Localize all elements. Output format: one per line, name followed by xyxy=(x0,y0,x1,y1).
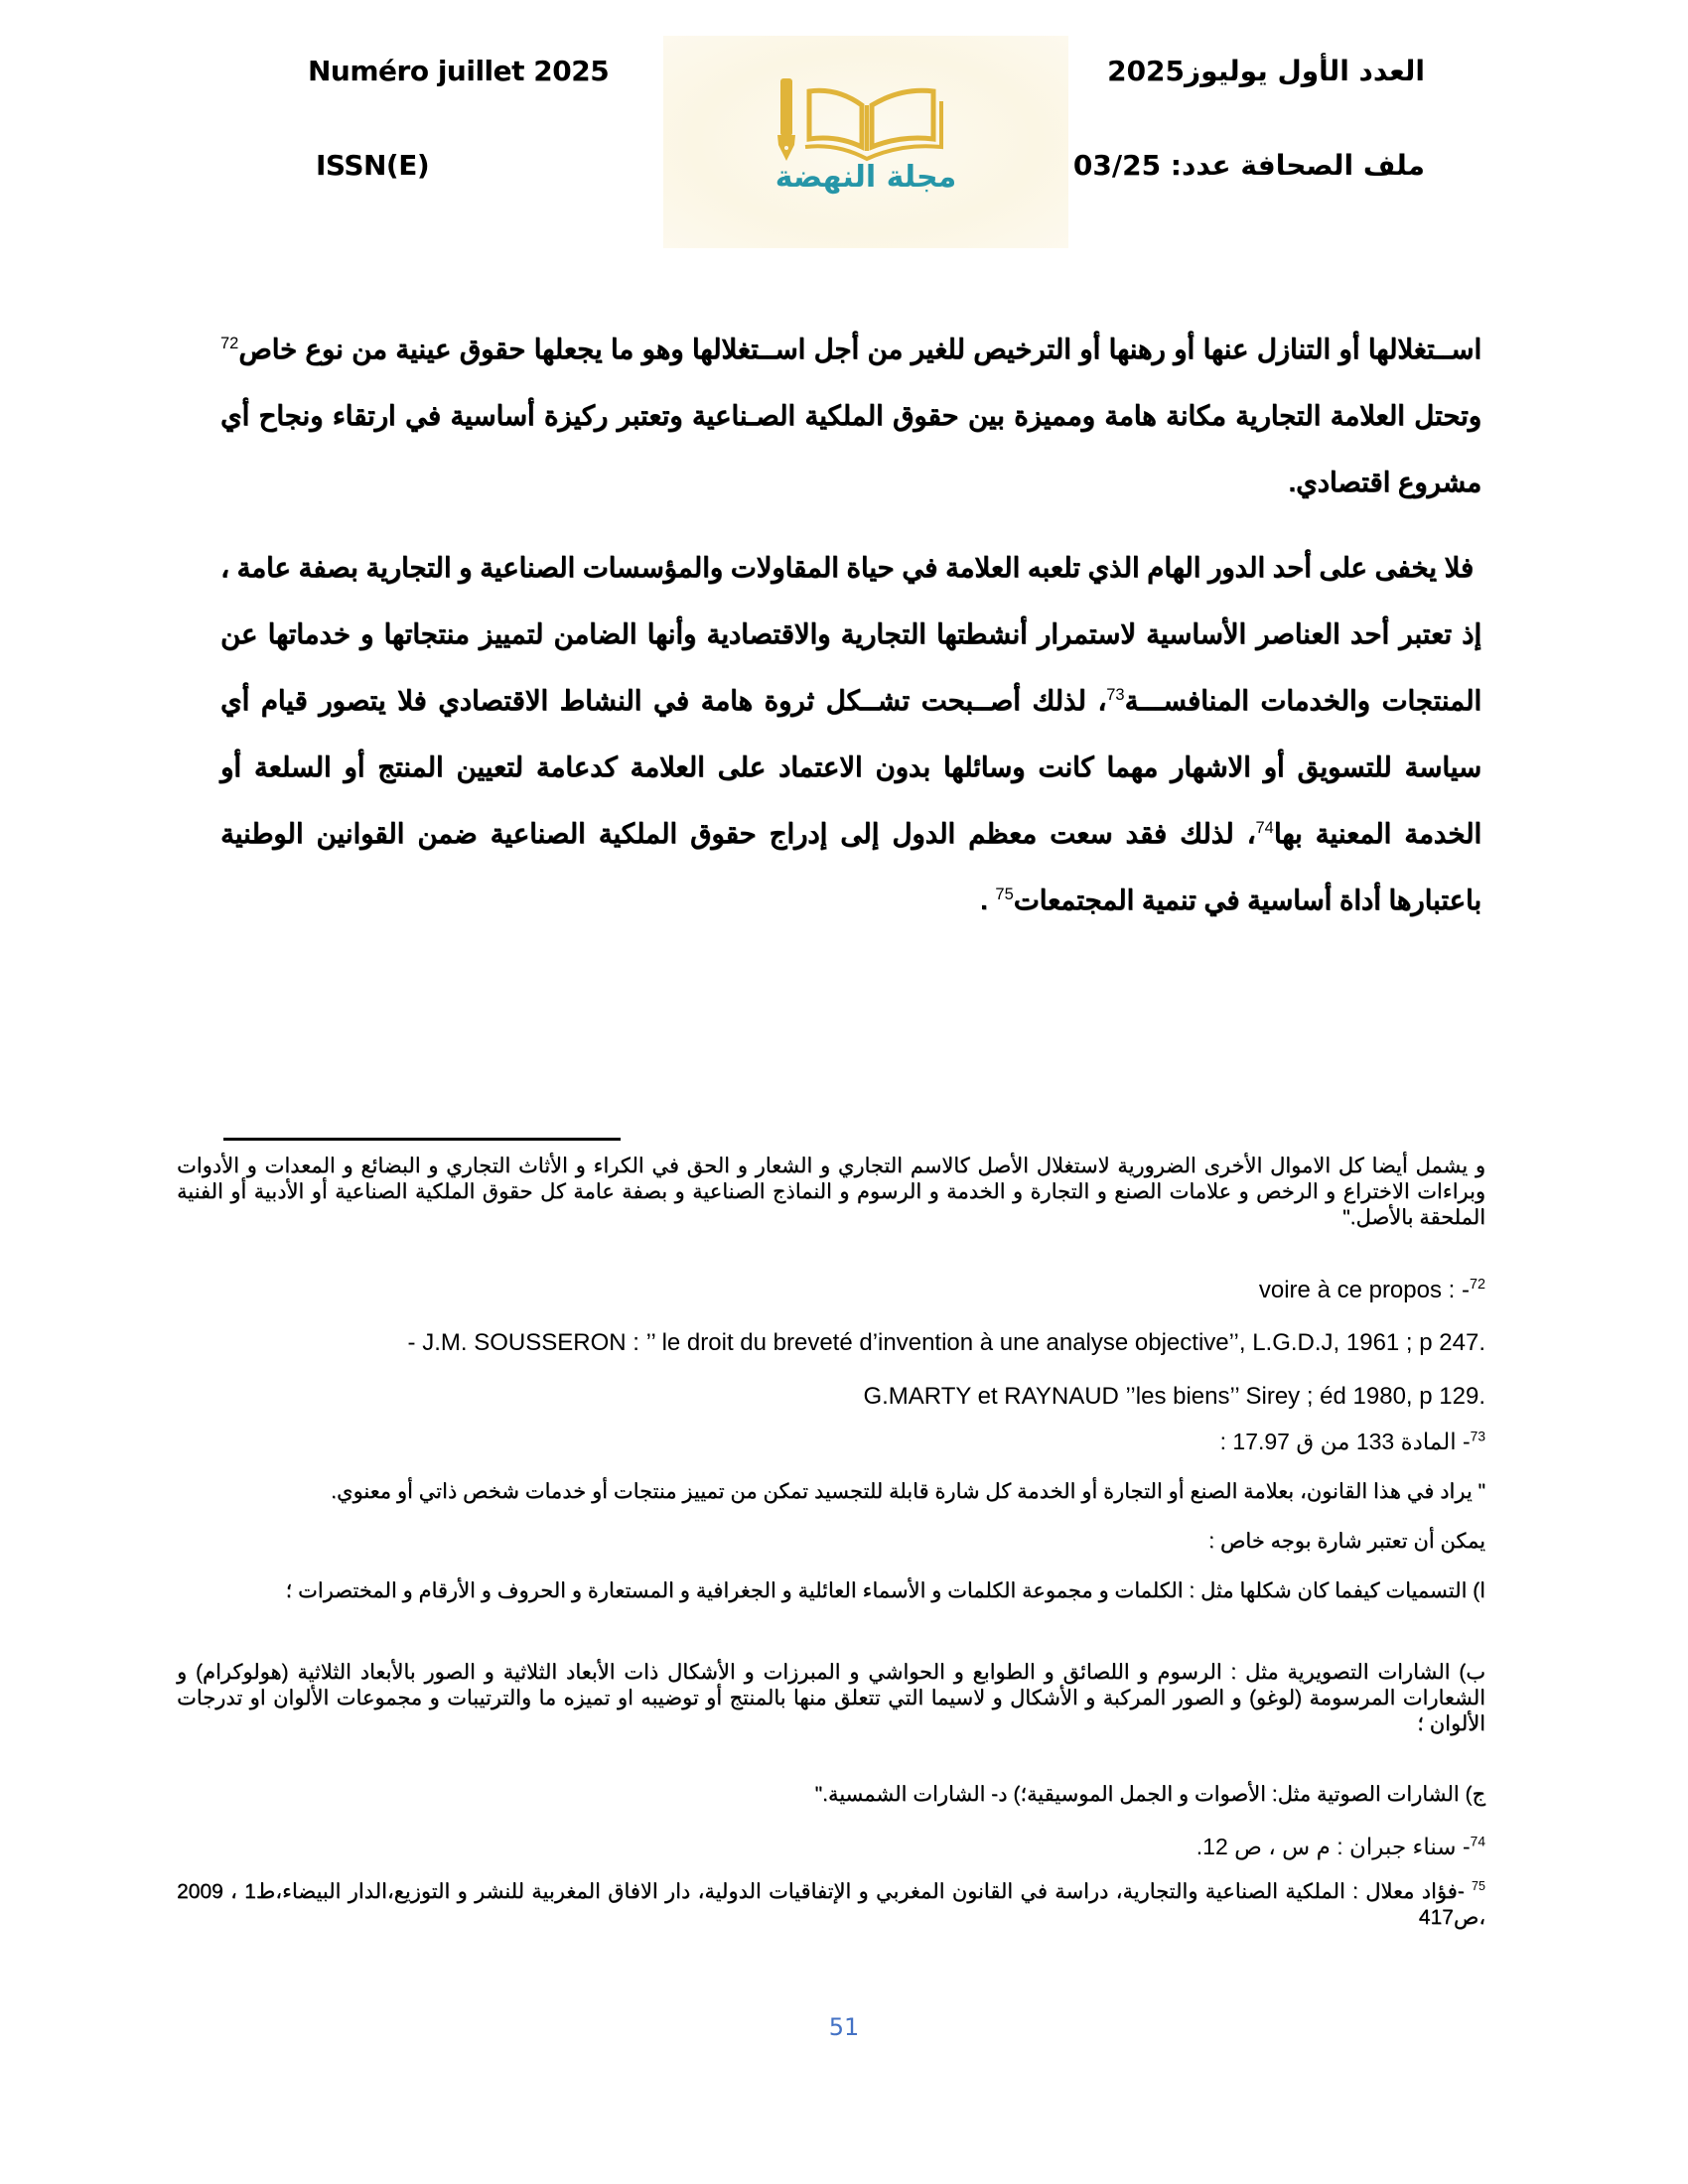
footnote-72-reference-1: - J.M. SOUSSERON : ’’ le droit du breveté d’invention à une analyse objective’’, L.G.D.J, 1961 ; p 247. xyxy=(407,1329,1485,1356)
page-number: 51 xyxy=(828,2013,860,2041)
footnote-ref-74[interactable]: 74 xyxy=(1255,818,1274,837)
para1-text-b: وتحتل العلامة التجارية مكانة هامة ومميزة بين حقوق الملكية الصـناعية وتعتبر ركيزة أساسية في ارتقاء ونجاح أي مشروع اقتصادي. xyxy=(220,400,1481,497)
para2-text-b: ، لذلك أصــبحت تشــكل ثروة هامة في النشاط الاقتصادي فلا يتصور قيام أي سياسة للتسويق أو الاشهار مهما كانت وسائلها بدون الاعتماد على العلامة كدعامة لتعيين المنتج أو السلعة أو الخدمة المعنية بها xyxy=(220,685,1481,849)
issue-date-french: Numéro juillet 2025 xyxy=(308,55,610,87)
footnote-separator xyxy=(223,1138,621,1141)
issn-label: ISSN(E) xyxy=(316,149,430,182)
footnote-72-head xyxy=(177,1276,1485,1305)
journal-logo xyxy=(663,36,1068,248)
issue-date-arabic: العدد الأول يوليوز2025 xyxy=(1107,55,1425,87)
footnote-ref-72[interactable]: 72 xyxy=(220,334,239,352)
para2-text-a: فلا يخفى على أحد الدور الهام الذي تلعبه العلامة في حياة المقاولات والمؤسسات الصناعية و التجارية بصفة عامة ، إذ تعتبر أحد العناصر الأساسية لاستمرار أنشطتها التجارية والاقتصادية وأنها الضامن لتمييز منتجاتها و خدماتها عن المنتجات والخدمات المنافســـة xyxy=(220,552,1481,716)
footnote-continuation: و يشمل أيضا كل الاموال الأخرى الضرورية لاستغلال الأصل كالاسم التجاري و الشعار و الحق في الكراء و الأثاث التجاري و البضائع و المعدات و الأدوات وبراءات الاختراع و الرخص و علامات الصنع و التجارة و الخدمة و الرسوم و النماذج الصناعية و بصفة عامة كل حقوق الملكية الصناعية أو الأدبية أو الفنية الملحقة بالأصل." xyxy=(177,1155,1485,1229)
footnote-75-text: -فؤاد معلال : الملكية الصناعية والتجارية، دراسة في القانون المغربي و الإتفاقيات الدولية، دار الافاق المغربية للنشر و التوزيع،الدار البيضاء،ط1 ، 2009 ،ص417 xyxy=(177,1880,1485,1929)
footnote-73-head xyxy=(177,1428,1485,1455)
footnote-74-number: 74 xyxy=(1470,1834,1485,1849)
footnote-73-intro: يمكن أن تعتبر شارة بوجه خاص : xyxy=(1208,1530,1485,1553)
footnote-72-number: 72 xyxy=(1469,1277,1485,1293)
footnote-73-item-b: ب) الشارات التصويرية مثل : الرسوم و اللصائق و الطوابع و الحواشي و المبرزات و الأشكال ذات الأبعاد الثلاثية و الصور بالأبعاد الثلاثية (هولوكرام) و الشعارات المرسومة (لوغو) و الصور المركبة و الأشكال و لاسيما التي تتعلق منها بالمنتج أو توضيبه او تميزه ما والترتيبات و مجموعات الألوان او تدرجات الألوان ؛ xyxy=(177,1661,1485,1735)
para1-text-a: اســتغلالها أو التنازل عنها أو رهنها أو الترخيص للغير من أجل اســتغلالها وهو ما يجعلها حقوق عينية من نوع خاص xyxy=(238,334,1481,364)
footnote-75 xyxy=(177,1879,1485,1931)
footnote-72-head-text: voire à ce propos : - xyxy=(1258,1277,1470,1303)
footnote-73-quote: " يراد في هذا القانون، بعلامة الصنع أو التجارة أو الخدمة كل شارة قابلة للتجسيد تمكن من تمييز منتجات أو خدمات شخص ذاتي أو معنوي. xyxy=(331,1480,1485,1503)
footnote-73-number: 73 xyxy=(1470,1429,1485,1444)
footnote-73-item-a: ا) التسميات كيفما كان شكلها مثل : الكلمات و مجموعة الكلمات و الأسماء العائلية و الجغرافية و المستعارة و الحروف و الأرقام و المختصرات ؛ xyxy=(285,1579,1485,1602)
book-pen-icon xyxy=(663,36,1068,248)
footnote-ref-75[interactable]: 75 xyxy=(995,885,1014,903)
footnote-73-item-c: ج) الشارات الصوتية مثل: الأصوات و الجمل الموسيقية؛) د- الشارات الشمسية." xyxy=(814,1783,1485,1806)
dossier-number: ملف الصحافة عدد: 03/25 xyxy=(1072,149,1425,182)
logo-title: مجلة النهضة xyxy=(774,160,957,195)
footnote-74-text: - سناء جبران : م س ، ص 12. xyxy=(1196,1834,1471,1859)
body-paragraph-2 xyxy=(220,534,1481,933)
footnote-75-number: 75 xyxy=(1472,1879,1486,1893)
footnote-ref-73[interactable]: 73 xyxy=(1106,685,1125,704)
para2-text-d: . xyxy=(980,885,996,915)
footnote-73-head-text: - المادة 133 من ق 17.97 : xyxy=(1219,1429,1471,1454)
footnote-72-reference-2: G.MARTY et RAYNAUD ’’les biens’’ Sirey ; éd 1980, p 129. xyxy=(863,1383,1485,1410)
footnote-74 xyxy=(177,1833,1485,1860)
body-paragraph-1 xyxy=(220,316,1481,515)
para2-text-c: ، لذلك فقد سعت معظم الدول إلى إدراج حقوق الملكية الصناعية ضمن القوانين الوطنية باعتبارها أداة أساسية في تنمية المجتمعات xyxy=(220,818,1481,915)
